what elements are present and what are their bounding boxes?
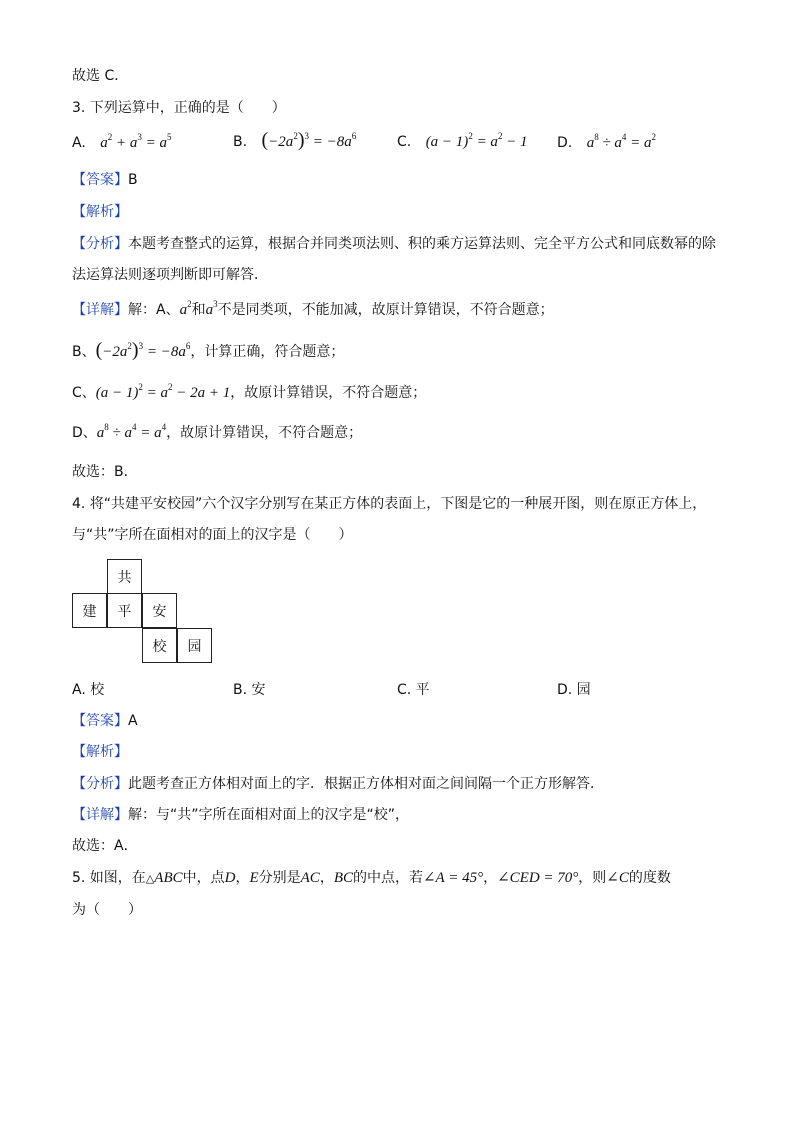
q4-option-c[interactable]: C. 平 — [397, 682, 430, 698]
q4-stem-line1: 4. 将“共建平安校园”六个汉字分别写在某正方体的表面上，下图是它的一种展开图，则在原正方体上， — [72, 496, 707, 512]
net-cell-an: 安 — [142, 593, 177, 628]
q3-option-c[interactable]: C. $(a - 1)^2 = a^2 - 1$ — [397, 131, 528, 150]
q3-option-d[interactable]: D. $a^8 \div a^4 = a^2$ — [557, 132, 657, 151]
net-cell-yuan: 园 — [177, 628, 212, 663]
q3-fenxi-line2: 法运算法则逐项判断即可解答． — [72, 267, 268, 283]
net-cell-jian: 建 — [72, 593, 107, 628]
q4-answer: 【答案】A — [72, 713, 138, 729]
q4-analysis-tag: 【解析】 — [72, 744, 128, 760]
q4-stem-line2: 与“共”字所在面相对的面上的汉字是（ ） — [72, 527, 353, 543]
q3-final: 故选：B． — [72, 464, 138, 480]
q3-xiangjie-c: C、$(a - 1)^2 = a^2 - 2a + 1$，故原计算错误，不符合题意； — [72, 382, 427, 401]
q4-xiangjie: 【详解】解：与“共”字所在面相对面上的汉字是“校”， — [72, 807, 410, 823]
prev-answer: 故选 C． — [72, 68, 129, 84]
q4-fenxi: 【分析】此题考查正方体相对面上的字．根据正方体相对面之间间隔一个正方形解答． — [72, 776, 604, 792]
q3-xiangjie-b: B、$(-2a^2)^3 = -8a^6$，计算正确，符合题意； — [72, 339, 345, 361]
net-cell-xiao: 校 — [142, 628, 177, 663]
q4-final: 故选：A． — [72, 838, 138, 854]
q3-fenxi-line1: 【分析】本题考查整式的运算，根据合并同类项法则、积的乘方运算法则、完全平方公式和同底数幂的除 — [72, 236, 716, 252]
q3-xiangjie-a: 【详解】解：A、$a^2$和$a^3$不是同类项，不能加减，故原计算错误，不符合题意； — [72, 299, 554, 318]
q4-option-a[interactable]: A. 校 — [72, 682, 105, 698]
q4-option-d[interactable]: D. 园 — [557, 682, 591, 698]
q3-xiangjie-d: D、$a^8 \div a^4 = a^4$，故原计算错误，不符合题意； — [72, 422, 363, 441]
q5-stem-line1: 5. 如图，在△ABC中，点D，E分别是AC，BC的中点，若∠A = 45°，∠CED = 70°，则∠C的度数 — [72, 870, 671, 886]
q3-stem: 3. 下列运算中，正确的是（ ） — [72, 100, 286, 116]
q5-stem-line2: 为（ ） — [72, 902, 142, 918]
q3-answer: 【答案】B — [72, 172, 138, 188]
q3-analysis-tag: 【解析】 — [72, 204, 128, 220]
q4-option-b[interactable]: B. 安 — [233, 682, 266, 698]
q3-option-b[interactable]: B. $(-2a^2)^3 = -8a^6$ — [233, 129, 357, 151]
q3-option-a[interactable]: A. $a^2 + a^3 = a^5$ — [72, 132, 172, 151]
answer-tag: 【答案】 — [72, 172, 128, 188]
net-cell-gong: 共 — [107, 559, 142, 594]
net-cell-ping: 平 — [107, 593, 142, 628]
